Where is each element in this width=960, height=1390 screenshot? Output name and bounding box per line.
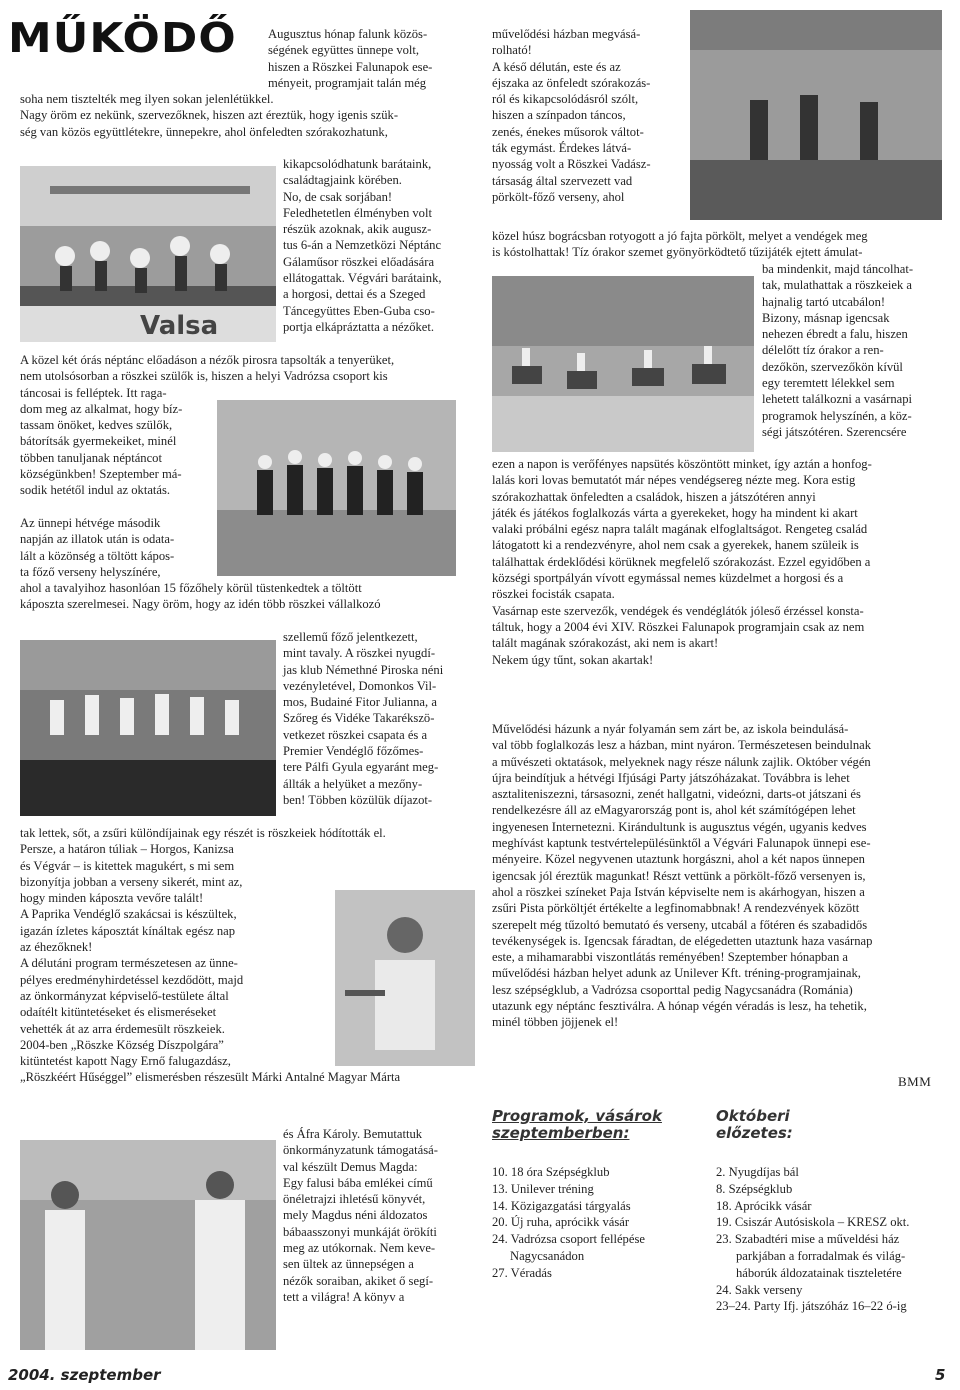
october-preview-list xyxy=(716,1164,909,1315)
list-item: 23. Szabadtéri mise a műveldési ház xyxy=(716,1232,900,1247)
photo-award-ceremony xyxy=(20,1140,276,1350)
list-item: 27. Véradás xyxy=(492,1265,552,1280)
september-programs-list xyxy=(492,1164,645,1282)
photo-horse-show xyxy=(492,276,754,452)
left-paragraph-8: és Áfra Károly. Bemutattuk önkormányzatunk támogatásá- val készült Demus Magda: Egy falusi bába emlékei című önéletrajzi ihletésű könyvét, mely Magdus néni áldozatos bábaasszonyi munkáját örökíti meg az utókornak. Nem keve- sen ültek az ünnepségen a nézők soraiban, akiket ő segí- tett a világra! A könyv a xyxy=(283,1127,438,1304)
photo-dance-group xyxy=(20,640,276,816)
september-programs-heading: Programok, vásárok szeptemberben: xyxy=(492,1107,662,1142)
left-paragraph-3: kikapcsolódhatunk barátaink, családtagjaink körében. No, de csak sorjában! Feledhetetlen élményben volt részük azoknak, akik augusz- tus 6-án a Nemzetközi Néptánc Gálaműsor röszkei előadására ellátogattak. Végvári barátaink, a horgosi, dettai és a Szeged Táncegyüttes Eben-Guba cso- portja elkápráztatta a nézőket. xyxy=(283,157,442,334)
list-item: 24. Vadrózsa csoport fellépése xyxy=(492,1232,645,1247)
left-paragraph-4: A közel két órás néptánc előadáson a nézők pirosra tapsolták a tenyerüket, nem utolsósorban a röszkei szülők is, hiszen a helyi Vadrózsa csoport kis táncosai is felléptek. Itt raga- dom meg az alkalmat, hogy bíz- tassam önöket, kedves szülők, bátorítsák gyermekeiket, minél többen tanuljanak néptáncot községünkben! Szeptember má- sodik hetétől indul az oktatás. xyxy=(20,353,395,498)
list-item: háborúk áldozatainak tiszteletére xyxy=(736,1265,902,1280)
list-item: parkjában a forradalmak és világ- xyxy=(736,1248,906,1263)
list-item: 19. Csiszár Autósiskola – KRESZ okt. xyxy=(716,1215,910,1230)
left-paragraph-2: soha nem tisztelték meg ilyen sokan jelenlétükkel. Nagy öröm ez nekünk, szervezőknek, hiszen azt éreztük, hogy igenis szük- ség van közös együttlétekre, ünnepekre, ahol önfeledten szórakozhatunk, xyxy=(20,92,399,139)
author-signature: BMM xyxy=(898,1074,932,1089)
list-item: 10. 18 óra Szépségklub xyxy=(492,1165,610,1179)
left-paragraph-7: tak lettek, sőt, a zsűri különdíjainak egy részét is röszkeiek hódították el. Persze, a határon túliak – Horgos, Kanizsa és Végvár – is kitettek magukért, s mi sem bizonyítja jobban a verseny sikerét, mint az, hogy minden káposzta vevőre talált! A Paprika Vendéglő szakácsai is készültek, igazán ízletes káposztát kínáltak egész nap az éhezőknek! A délutáni program természetesen az ünne- pélyes eredményhirdetéssel kezdődött, majd az önkormányzat képviselő-testülete által odaítélt kitüntetéseket és elismeréseket vehették át az arra érdemesült röszkeiek. 2004-ben „Röszke Község Díszpolgára” kitüntetést kapott Nagy Ernő falugazdász, „Röszkéért Hűséggel” elismerésben részesült Márki Antalné Magyar Márta xyxy=(20,826,401,1085)
masthead-title: MŰKÖDŐ xyxy=(8,14,237,62)
right-paragraph-4: ezen a napon is verőfényes napsütés köszöntött minket, így aztán a honfog- lalás kori lovas bemutatót már népes vendégsereg nézte meg. Kora estig szórakozhattak önfeledten a családok, hiszen a játszótéren annyi játék és játékos foglalkozás várta a gyerekeket, hogy ha mindent ki akart valaki próbálni egész napra talált magának elfoglaltságot. Rengeteg család látogatott ki a rendezvényre, ahol nem csak a gyerekek, hanem szüleik is találhattak érdeklődési körüknek megfelelő szórakozást. Ezzel egyidőben a községi sportpályán vívott egymással nemes küzdelmet a horgosi és a röszkei focisták csapata. Vasárnap este szervezők, vendégek és vendéglátók jóleső érzéssel konsta- táltuk, hogy a 2004 évi XIV. Röszkei Falunapok programjain csak az nem talált magának szórakozást, aki nem is akart! Nekem úgy tűnt, sokan akartak! xyxy=(492,457,872,667)
footer-issue-date: 2004. szeptember xyxy=(8,1366,161,1384)
photo-stage-evening xyxy=(690,10,942,220)
list-item: 13. Unilever tréning xyxy=(492,1181,594,1196)
list-item: 24. Sakk verseny xyxy=(716,1282,803,1297)
left-paragraph-5: Az ünnepi hétvége második napján az illatok után is odata- lált a közönség a töltött kápos- ta főző verseny helyszínére, ahol a tavalyihoz hasonlóan 15 főzőhely körül tüstenkedtek a töltött káposzta szerelmesei. Nagy öröm, hogy az idén több röszkei vállalkozó xyxy=(20,516,381,612)
list-item: 2. Nyugdíjas bál xyxy=(716,1165,799,1179)
right-paragraph-1: művelődési házban megvásá- rolható! A késő délután, este és az éjszaka az önfeledt szórakozás- ról és kikapcsolódásról szólt, hiszen a színpadon táncos, zenés, énekes műsorok váltot- ták egymást. Érdekes látvá- nyosság volt a Röszkei Vadász- társaság által szervezett vad pörkölt-főző verseny, ahol xyxy=(492,27,651,204)
list-item: 14. Közigazgatási tárgyalás xyxy=(492,1198,631,1213)
footer-page-number: 5 xyxy=(935,1366,946,1384)
right-paragraph-2: közel húsz bográcsban rotyogott a jó fajta pörkölt, melyet a vendégek meg is kóstolhattak! Tíz órakor szemet gyönyörködtető tűzijáték ejtett ámulat- xyxy=(492,229,868,260)
list-item: 18. Aprócikk vásár xyxy=(716,1198,812,1213)
left-paragraph-6: szellemű főző jelentkezett, mint tavaly. A röszkei nyugdí- jas klub Némethné Piroska néni vezényletével, Domonkos Vil- mos, Budainé Fitor Julianna, a Szőreg és Vidéke Takarékszö- vetkezet röszkei csapata és a Premier Vendéglő főzőmes- tere Pálfi Gyula egyaránt meg- állták a helyüket a mezőny- ben! Többen közülük díjazot- xyxy=(283,630,444,807)
list-item: Nagycsanádon xyxy=(510,1248,585,1263)
october-preview-heading: Októberi előzetes: xyxy=(716,1107,793,1142)
photo-stage-dancers xyxy=(20,166,276,342)
list-item: 23–24. Party Ifj. játszóház 16–22 ó-ig xyxy=(716,1299,907,1314)
right-paragraph-3: ba mindenkit, majd táncolhat- tak, mulathattak a röszkeiek a hajnalig tartó utcabálon! Bizony, másnap igencsak nehezen ébredt a falu, hiszen délelőtt tíz órakor a ren- dezőkön, szervezőkön kívül egy teremtett lélekkel sem lehetett találkozni a vasárnapi programok helyszínén, a köz- ségi játszótéren. Szerencsére xyxy=(762,262,914,439)
stage-banner-text: Valsa xyxy=(140,311,219,341)
left-intro-paragraph: Augusztus hónap falunk közös- ségének együttes ünnepe volt, hiszen a Röszkei Falunapok ese- ményeit, programjait talán még xyxy=(268,27,433,90)
list-item: 8. Szépségklub xyxy=(716,1181,793,1196)
list-item: 20. Új ruha, aprócikk vásár xyxy=(492,1215,630,1230)
right-paragraph-5: Művelődési házunk a nyár folyamán sem zárt be, az iskola beindulásá- val több foglalkozás lesz a házban, mint nyáron. Természetesen beindulnak a művészeti oktatások, melyeknek nagy része nálunk zajlik. Október végén újra beindítjuk a hétvégi Ifjúsági Party játszóházakat. Továbbra is lehet asztaliteniszezni, társasozni, zenét hallgatni, videózni, darts-ot játszani és rendelkezésre áll az eMagyarország pont is, ahol két számítógépen lehet ingyenesen Internetezni. Kirándultunk is augusztus végén, ugyanis kedves meghívást kaptunk testvértelepülésünktől a Végvári Falunapok ünnepi ese- ményeire. Közel negyvenen utaztunk horgászni, ahol a két napos ünnepen igencsak jól éreztük magunkat! Részt vettünk a pörkölt-főző versenyen is, ahol a röszkei színeket Paja István képviselte nem is akárhogyan, hiszen a zsűri Pista pörköltjét értékelte a legfinomabbnak! A rendezvények között szerepelt még tűzoltó bemutató és verseny, utcabál a főtéren és szabadidős tevékenységek is. Igencsak fáradtan, de elégedetten utaztunk haza vasárnap este, a mihamarabbi viszontlátás reményében! Szeptember hónapban a művelődési házban helyet adunk az Unilever Kft. tréning-programjainak, lesz szépségklub, a Vadrózsa csoporttal pedig Nagycsanádra (Románia) utazunk egy néptánc fesztiválra. A hónap végén véradás is lesz, ha tehetik, minél többen jöjjenek el! xyxy=(492,722,873,1030)
